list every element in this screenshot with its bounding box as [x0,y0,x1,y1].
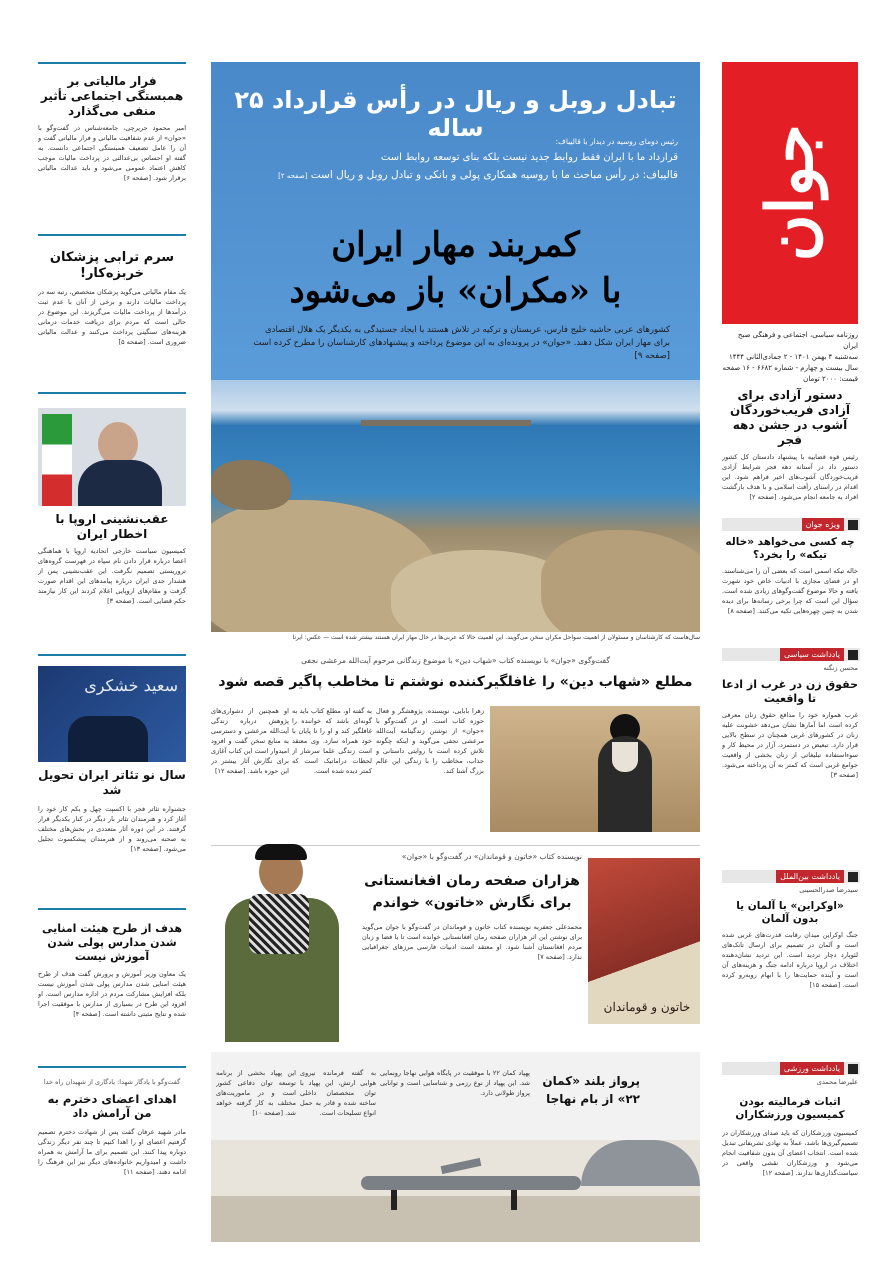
lead-caption: سال‌هاست که کارشناسان و مسئولان از اهمیت سواحل مکران سخن می‌گویند. این اهمیت حالا که عربی‌ها در حال مهار ایران هستند بیشتر شده است — عکس: ایرنا [292,634,700,641]
right-story2-body: خاله تیکه اسمی است که بعضی آن را می‌شناسند. او در فضای مجازی با ادبیات خاص خود شهرت یافته و حالا موضوع گفت‌وگوهای زیادی شده است. سؤال این است که چرا برخی رسانه‌ها برای دیده شدن به چنین چهره‌هایی تکیه می‌کنند. [صفحه ۸] [722,567,858,616]
left-story2-body: یک مقام مالیاتی می‌گوید پزشکان متخصص، رتبه سه در پرداخت مالیات دارند و برخی از آنان با عدم ثبت درآمدها از پرداخت مالیات می‌گریزند. این موضوع در حالی است که مردم برای دریافت خدمات درمانی هزینه‌های سنگینی پرداخت می‌کنند و عدالت مالیاتی ضروری است. [صفحه ۵] [38,287,186,346]
lead-sub1: قرارداد ما با ایران فقط روابط جدید نیست بلکه بنای توسعه روابط است [380,152,678,163]
section-tag: یادداشت ورزشی [780,1062,844,1075]
divider [38,654,186,656]
book-title: خاتون و قوماندان [603,1000,691,1014]
lead-story [211,62,700,632]
section-icon [848,872,858,882]
middle-photo-writer [490,706,700,832]
section-bar [722,518,860,531]
right-story4-body: جنگ اوکراین میدان رقابت قدرت‌های غربی شده است و آلمان در تصمیم برای ارسال تانک‌های لئوپارد دچار تردید است. این تردید نشان‌دهنده اختلاف در اروپا درباره ادامه جنگ و هزینه‌های آن است و آینده حمایت‌ها را با ابهام روبه‌رو کرده است. [صفحه ۱۵] [722,931,858,990]
lead-sub2 [238,168,678,184]
author: علیرضا محمدی [816,1078,858,1086]
left-story5-body: یک معاون وزیر آموزش و پرورش گفت هدف از طرح هیئت امنایی شدن مدارس پولی شدن آموزش نیست بلکه افزایش مشارکت مردم در اداره مدارس است. او افزود این طرح در بسیاری از مدارس با موفقیت اجرا شده و نتایج مثبتی داشته است. [صفحه ۴] [38,970,186,1019]
divider [38,908,186,910]
masthead-info [722,330,858,385]
book-cover [588,858,700,1024]
left-story6-body: مادر شهید عرفان گفت پس از شهادت دخترم تصمیم گرفتیم اعضای او را اهدا کنیم تا چند نفر دیگر زندگی دوباره پیدا کنند. این تصمیم برای ما آرامش به همراه داشت و امیدواریم خانواده‌های دیگر نیز این فرهنگ را ادامه دهند. [صفحه ۱۱] [38,1127,186,1176]
photo-credit: عکس: ایرنا [292,634,322,641]
info-line: سال بیست و چهارم - شماره ۶۶۸۲ - ۱۶ صفحه [722,364,858,372]
lead-caption-text: سال‌هاست که کارشناسان و مسئولان از اهمیت سواحل مکران سخن می‌گویند. این اهمیت حالا که عربی‌ها در حال مهار ایران هستند بیشتر شده است [330,634,700,641]
lead-headline[interactable]: تبادل روبل و ریال در رأس قرارداد ۲۵ ساله [234,86,677,142]
left-poster [38,666,186,762]
masthead-logo [722,62,858,324]
left-story1-title[interactable]: فرار مالیاتی بر همبستگی اجتماعی تأثیر منفی می‌گذارد [40,74,184,118]
middle-body1a: زهرا بابایی، نویسنده، پژوهشگر و فعال حوزه کتاب است. او در گفت‌وگو با «جوان» از نوشتن زندگینامه آیت‌الله مرعشی نجفی می‌گوید و اینکه چگونه تلاش کرده است با روایتی داستانی و جذاب، مخاطب را با زندگی این عالم بزرگ آشنا کند. [376,707,484,775]
left-story1 [38,74,186,183]
section-tag: یادداشت سیاسی [780,648,844,661]
left-story2 [38,250,186,359]
left-story3-title[interactable]: عقب‌نشینی اروپا با اخطار ایران [55,512,169,541]
section-bar [722,1062,860,1075]
info-line: قیمت: ۲۰۰۰ تومان [803,375,858,383]
right-story3-body: غرب همواره خود را مدافع حقوق زنان معرفی کرده است اما آمارها نشان می‌دهد خشونت علیه زنان در کشورهای غربی همچنان در سطح بالایی قرار دارد. تبعیض در دستمزد، آزار در محیط کار و سوءاستفاده تبلیغاتی از زنان بخشی از واقعیت جوامع غربی است که کمتر به آن پرداخته می‌شود. [صفحه ۳] [722,710,858,779]
right-story5 [722,1078,858,1238]
section-icon [848,1064,858,1074]
divider [38,1066,186,1068]
drone-photo [211,1140,700,1242]
right-story1-body: رئیس قوه قضاییه با پیشنهاد دادستان کل کشور دستور داد در آستانه دهه فجر شرایط آزادی فریب‌خوردگان آشوب‌های اخیر فراهم شود. این اقدام در راستای رأفت اسلامی و با هدف بازگشت افراد به جامعه انجام می‌شود. [صفحه ۲] [722,453,858,501]
left-photo-minister [38,408,186,506]
middle-body3a: پهپاد کمان ۲۲ با موفقیت در پایگاه هوایی نهاجا رونمایی شد. این پهپاد از نوع رزمی و شناسایی است و توانایی پرواز طولانی دارد. [380,1069,530,1097]
poster-text: سعید خشکری [84,676,178,695]
right-story1 [722,388,858,514]
middle-title2[interactable]: هزاران صفحه رمان افغانستانی برای نگارش «خاتون» خواندم [364,873,580,911]
section-bar [722,648,860,661]
left-story4-body: جشنواره تئاتر فجر با اکسپت چهل و یکم کار خود را آغاز کرد و هنرمندان تئاتر بار دیگر در کنار یکدیگر قرار گرفتند. در این دوره آثار متعددی در بخش‌های مختلف به صحنه می‌روند و از هنرمندان پیشکسوت تجلیل می‌شود. [صفحه ۱۳] [38,805,186,853]
lead-sub2-text: قالیباف: در رأس مباحث ما با روسیه همکاری پولی و بانکی و تبادل روبل و ریال است [310,169,678,181]
divider [38,62,186,64]
section-tag: ویژه جوان [802,518,844,531]
middle-kicker1: گفت‌وگوی «جوان» با نویسنده کتاب «شهاب دین» با موضوع زندگانی مرحوم آیت‌الله مرعشی نجفی [301,656,610,665]
right-story4-title[interactable]: «اوکراین» با آلمان یا بدون آلمان [736,900,844,926]
left-story4 [38,768,186,884]
section-bar [722,870,860,883]
middle-title1[interactable]: مطلع «شهاب دین» را غافلگیرکننده نوشتم تا مخاطب پاگیر قصه شود [218,674,693,690]
middle-body3b: به گفته فرمانده نیروی هوایی ارتش، این پهپاد با توان متخصصان داخلی ساخته شده و قادر به حمل انواع تسلیحات است. [300,1069,376,1117]
middle-photo-author [211,842,356,1042]
right-story1-title[interactable]: دستور آزادی برای آزادی فریب‌خوردگان آشوب در جشن دهه فجر [730,388,850,447]
lead-paragraph: کشورهای عربی حاشیه خلیج فارس، عربستان و ترکیه در تلاش هستند با ایجاد جستیدگی به یکدیگر یک هلال اقتصادی برای مهار ایران شکل دهند. «جوان» در پرونده‌ای به این موضوع پرداخته و پیشنهادهای کارشناسان را مطرح کرده است [صفحه ۹] [253,325,670,361]
left-story4-title[interactable]: سال نو تئاتر ایران تحویل شد [38,768,186,797]
right-story3-title[interactable]: حقوق زن در غرب از ادعا تا واقعیت [722,678,858,705]
middle-title3[interactable]: پرواز بلند «کمان ۲۲» از بام نهاجا [542,1074,640,1106]
right-story2 [722,536,858,636]
author: محسن زنگنه [823,664,858,672]
section-icon [848,650,858,660]
info-line: سه‌شنبه ۴ بهمن ۱۴۰۱ - ۲ جمادی‌الثانی ۱۴۴۴ [729,353,858,361]
lead-sub2-ref: [صفحه ۲] [278,172,308,180]
middle-body2: محمدعلی جعفریه نویسنده کتاب خاتون و قوماندان در گفت‌وگو با جوان می‌گوید برای نوشتن این اثر هزاران صفحه رمان افغانستانی خوانده است تا با فضا و زبان مردم افغانستان آشنا شود. او معتقد است ادبیات فارسی مرزهای جغرافیایی ندارد. [صفحه ۷] [362,923,582,961]
logo-text: جوان [752,124,828,262]
left-story2-title[interactable]: سرم ترابی پزشکان خربزه‌کار! [49,250,175,282]
middle-body1c: او همچنین از دشواری‌های پژوهش درباره زندگی آیت‌الله مرعشی و دسترسی به منابع سخن گفت و افزود امیدوار است این کتاب آغازی برای نگارش آثار بیشتر در این حوزه باشد. [صفحه ۱۲] [211,707,289,775]
right-story4 [722,886,858,1050]
left-story1-body: امیر محمود حریرچی، جامعه‌شناس در گفت‌وگو با «جوان» از عدم شفافیت مالیاتی و فرار مالیاتی گفت و آن را عامل تضعیف همبستگی اجتماعی دانست. به گفته او احساس بی‌عدالتی در پرداخت مالیات موجب کاهش اعتماد عمومی می‌شود و باید عدالت مالیاتی برقرار شود. [صفحه ۶] [38,124,186,182]
left-story6-kicker: گفت‌وگو با یادگار شهدا: یادگاری از شهیدان راه خدا [43,1078,181,1086]
divider [38,234,186,236]
left-story5 [38,922,186,1049]
lead-big2[interactable]: با «مکران» باز می‌شود [289,271,622,311]
left-story3 [38,512,186,626]
info-line: روزنامه سیاسی، اجتماعی و فرهنگی صبح ایران [737,331,858,350]
right-story2-title[interactable]: چه کسی می‌خواهد «خاله تیکه» را بخرد؟ [725,536,855,562]
author: سیدرضا صدرالحسینی [799,886,858,894]
lead-big1[interactable]: کمربند مهار ایران [331,225,580,265]
right-story5-title[interactable]: اثبات فرمالیته بودن کمیسیون ورزشکاران [735,1096,845,1122]
middle-body3c: این پهپاد بخشی از برنامه توسعه توان دفاعی کشور است و در ماموریت‌های مختلف به کار گرفته خواهد شد. [صفحه ۱۰] [216,1069,296,1117]
lead-kicker: رئیس دومای روسیه در دیدار با قالیباف: [555,137,678,146]
middle-kicker2: نویسنده کتاب «خاتون و قوماندان» در گفت‌وگو با «جوان» [401,852,582,861]
left-story6 [38,1078,186,1227]
right-story5-body: کمیسیون ورزشکاران که باید صدای ورزشکاران در تصمیم‌گیری‌ها باشد، عملاً به نهادی تشریفاتی تبدیل شده است. انتخاب اعضای آن بدون شفافیت انجام می‌شود و ورزشکاران نقشی واقعی در سیاست‌گذاری‌ها ندارند. [صفحه ۱۲] [722,1129,858,1178]
right-story3 [722,664,858,850]
left-story6-title[interactable]: اهدای اعضای دخترم به من آرامش داد [47,1092,177,1121]
left-story5-title[interactable]: هدف از طرح هیئت امنایی شدن مدارس پولی شدن آموزش نیست [41,922,183,963]
divider [38,392,186,394]
section-tag: یادداشت بین‌الملل [776,870,844,883]
left-story3-body: کمیسیون سیاست خارجی اتحادیه اروپا با هماهنگی اعضا درباره قرار دادن نام سپاه در فهرست گروه‌های تروریستی تصمیم نگرفت. این عقب‌نشینی پس از هشدار جدی ایران درباره پیامدهای این اقدام صورت گرفت و مقام‌های اروپایی اعلام کردند این کار نیازمند حکم قضایی است. [صفحه ۳] [38,547,186,605]
lead-photo [211,380,700,632]
section-icon [848,520,858,530]
middle-body1b: به گفته او، مطلع کتاب باید به گونه‌ای باشد که خواننده را غافلگیر کند و او را تا پایان با خود همراه سازد. وی معتقد است زندگی علما سرشار از لحظات دراماتیک است که کمتر دیده شده است. [292,707,372,775]
